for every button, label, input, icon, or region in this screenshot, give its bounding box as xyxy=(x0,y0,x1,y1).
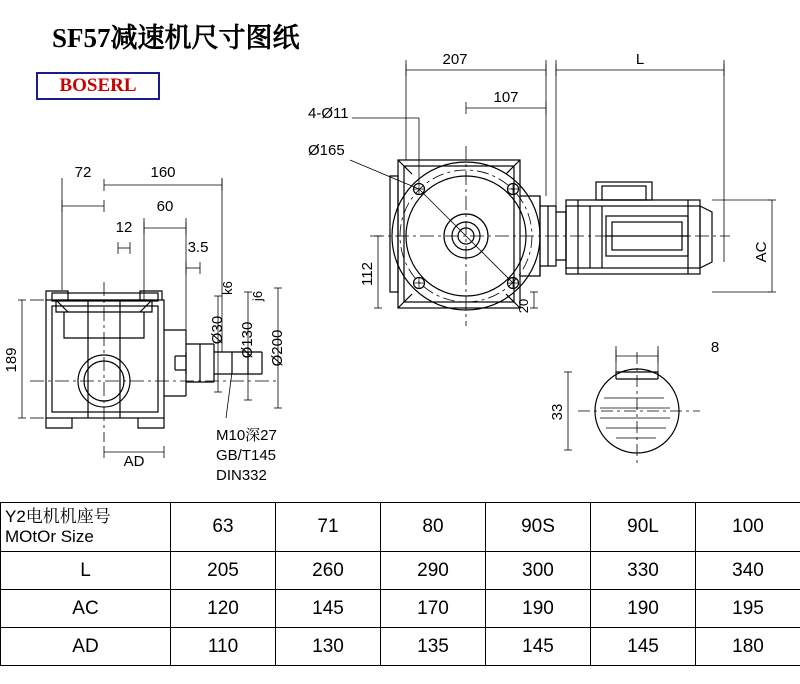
table-cell: 330 xyxy=(591,552,696,590)
dim-72: 72 xyxy=(74,164,92,181)
dim-12: 12 xyxy=(115,219,133,236)
note-m10: M10深27 xyxy=(216,427,277,444)
table-cell: 71 xyxy=(276,503,381,552)
dim-3-5: 3.5 xyxy=(187,239,209,256)
table-cell: 90S xyxy=(486,503,591,552)
table-cell: 205 xyxy=(171,552,276,590)
table-cell: 340 xyxy=(696,552,800,590)
dim-d30k6: Ø30 xyxy=(209,315,226,345)
table-cell: 190 xyxy=(591,590,696,628)
table-row xyxy=(1,590,800,628)
table-cell: 145 xyxy=(591,628,696,666)
dim-20: 20 xyxy=(516,298,531,314)
page-title: SF57减速机尺寸图纸 xyxy=(52,23,300,53)
dim-107: 107 xyxy=(493,89,519,106)
table-cell: 290 xyxy=(381,552,486,590)
table-cell: 130 xyxy=(276,628,381,666)
dim-207: 207 xyxy=(442,51,468,68)
note-gbt145: GB/T145 xyxy=(216,447,277,464)
table-cell: 135 xyxy=(381,628,486,666)
dim-8: 8 xyxy=(710,339,720,356)
dim-160: 160 xyxy=(150,164,176,181)
table-row-header xyxy=(1,503,800,552)
dim-d130j6: Ø130 xyxy=(239,321,256,359)
table-header-label-en: MOtOr Size xyxy=(5,527,94,546)
table-cell: 300 xyxy=(486,552,591,590)
dim-d200: Ø200 xyxy=(269,329,286,367)
table-header-label-cn: Y2电机机座号 xyxy=(5,507,111,526)
note-din332: DIN332 xyxy=(216,467,267,484)
dim-d130j6-tol: j6 xyxy=(250,290,265,302)
dim-189: 189 xyxy=(3,347,20,373)
dim-112: 112 xyxy=(359,262,376,286)
table-cell: 190 xyxy=(486,590,591,628)
table-cell: 80 xyxy=(381,503,486,552)
table-cell: 110 xyxy=(171,628,276,666)
table-cell: 260 xyxy=(276,552,381,590)
table-cell: 145 xyxy=(276,590,381,628)
dim-AC: AC xyxy=(753,241,770,263)
table-cell: 63 xyxy=(171,503,276,552)
dim-d30k6-tol: k6 xyxy=(220,281,235,295)
dim-d165: Ø165 xyxy=(308,142,345,159)
dim-60: 60 xyxy=(156,198,174,215)
table-cell: 195 xyxy=(696,590,800,628)
table-cell: 100 xyxy=(696,503,800,552)
table-cell: 90L xyxy=(591,503,696,552)
dim-L: L xyxy=(635,51,645,68)
table-row xyxy=(1,628,800,666)
dim-AD: AD xyxy=(123,453,145,470)
table-cell: 180 xyxy=(696,628,800,666)
table-cell: 120 xyxy=(171,590,276,628)
table-row xyxy=(1,552,800,590)
brand-logo-text: BOSERL xyxy=(59,75,137,96)
dim-4xd11: 4-Ø11 xyxy=(308,105,349,122)
table-cell: 170 xyxy=(381,590,486,628)
table-row-label: L xyxy=(1,552,171,590)
dim-33: 33 xyxy=(549,403,566,421)
dimension-table xyxy=(0,502,800,666)
table-row-label: AD xyxy=(1,628,171,666)
table-cell: 145 xyxy=(486,628,591,666)
table-header-label xyxy=(1,503,171,552)
table-row-label: AC xyxy=(1,590,171,628)
